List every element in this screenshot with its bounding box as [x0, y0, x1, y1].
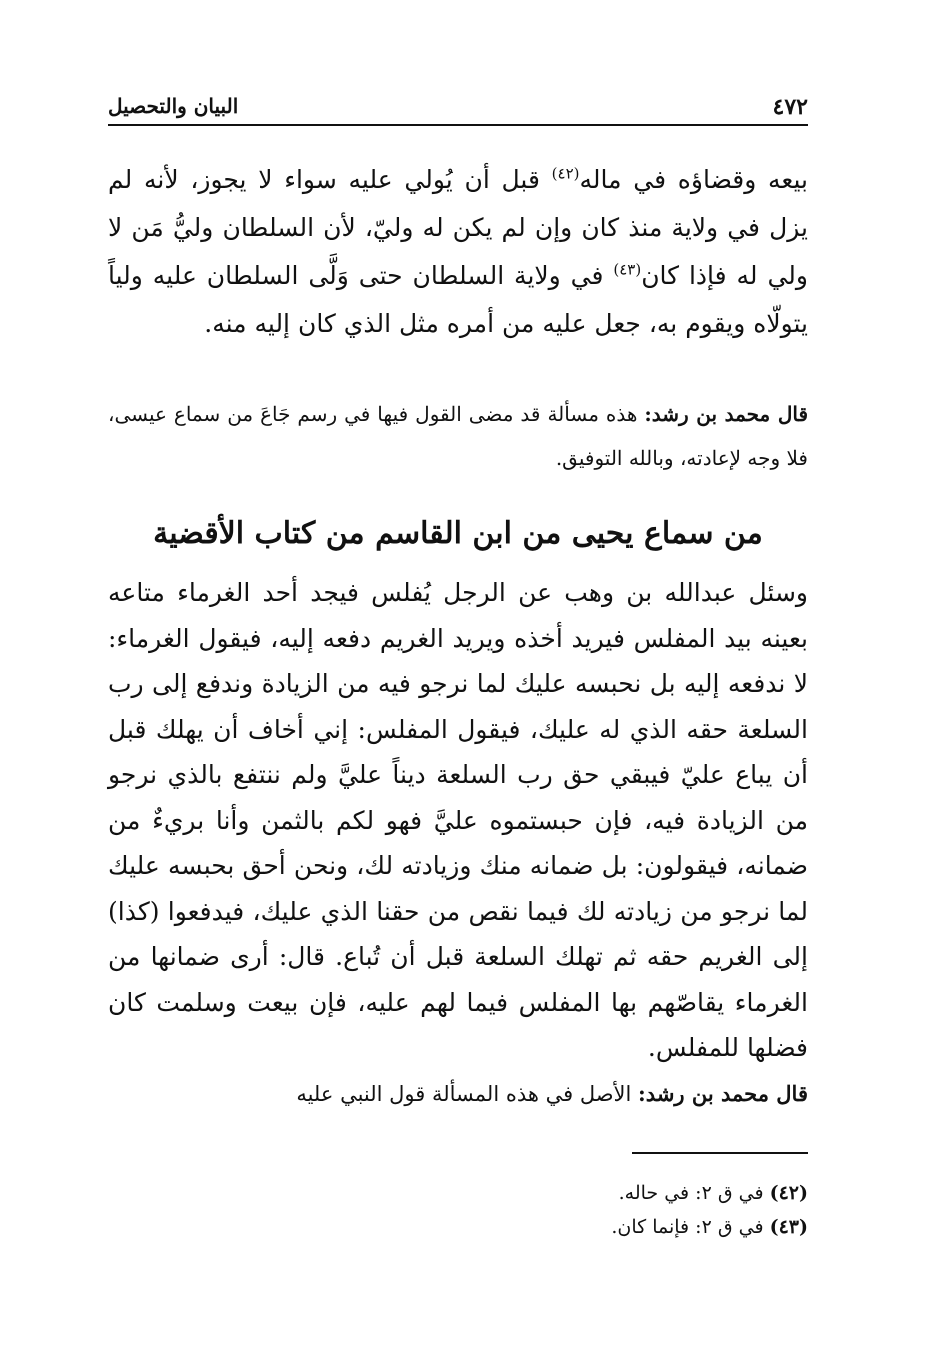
- footnote-ref-43: (٤٣): [613, 260, 642, 279]
- paragraph-2-text: هذه مسألة قد مضى القول فيها في رسم جَاعَ من سماع عيسى، فلا وجه لإعادته، وبالله التوفيق.: [108, 402, 808, 470]
- footnote-42-number: (٤٢): [769, 1182, 808, 1204]
- footnote-ref-42: (٤٢): [551, 164, 580, 183]
- paragraph-2: [108, 392, 808, 480]
- footnote-42-text: في ق ٢: في حاله.: [618, 1182, 770, 1204]
- paragraph-2-lead: قال محمد بن رشد:: [644, 402, 808, 426]
- footnotes: [408, 1176, 808, 1244]
- paragraph-4: [108, 1072, 808, 1116]
- paragraph-1-text-c: في ولاية السلطان حتى وَلَّى السلطان عليه ولياً يتولّاه ويقوم به، جعل عليه من أمره مثل الذي كان إليه منه.: [108, 261, 808, 338]
- paragraph-1-text-a: بيعه وقضاؤه في ماله: [579, 165, 808, 194]
- paragraph-4-text: الأصل في هذه المسألة قول النبي عليه: [296, 1082, 639, 1106]
- footnote-43: [408, 1210, 808, 1244]
- footnote-43-text: في ق ٢: فإنما كان.: [611, 1216, 770, 1238]
- running-header: [108, 92, 808, 126]
- footnote-42: [408, 1176, 808, 1210]
- paragraph-4-lead: قال محمد بن رشد:: [638, 1081, 808, 1106]
- paragraph-1-text-b: قبل أن يُولي عليه سواء لا يجوز، لأنه لم يزل في ولاية منذ كان وإن لم يكن له وليّ، لأن السلطان وليُّ مَن لا ولي له فإذا كان: [108, 165, 808, 290]
- running-header-title: البيان والتحصيل: [108, 94, 239, 118]
- section-heading: من سماع يحيى من ابن القاسم من كتاب الأقضية: [153, 516, 763, 551]
- paragraph-3: وسئل عبدالله بن وهب عن الرجل يُفلس فيجد أحد الغرماء متاعه بعينه بيد المفلس فيريد أخذه ويريد الغريم دفعه إليه، فيقول الغرماء: لا ندفعه إليه بل نحبسه عليك لما نرجو فيه من الزيادة وندفع إلى رب السلعة حقه الذي له عليك، فيقول المفلس: إني أخاف أن يهلك قبل أن يباع عليّ فيبقي حق رب السلعة ديناً عليَّ ولم ننتفع بالذي نرجو من الزيادة فيه، فإن حبستموه عليَّ فهو لكم بالثمن وأنا بريءٌ من ضمانه، فيقولون: بل ضمانه منك وزيادته لك، ونحن أحق بحبسه عليك لما نرجو من زيادته لك فيما نقص من حقنا الذي عليك، فيدفعوا (كذا) إلى الغريم حقه ثم تهلك السلعة قبل أن تُباع. قال: أرى ضمانها من الغرماء يقاصّهم بها المفلس فيما لهم عليه، فإن بيعت وسلمت كان فضلها للمفلس.: [108, 578, 808, 1062]
- footnote-43-number: (٤٣): [769, 1216, 808, 1238]
- page-number: ٤٧٢: [772, 94, 808, 120]
- footnote-divider: [632, 1152, 808, 1154]
- paragraph-1: [108, 156, 808, 348]
